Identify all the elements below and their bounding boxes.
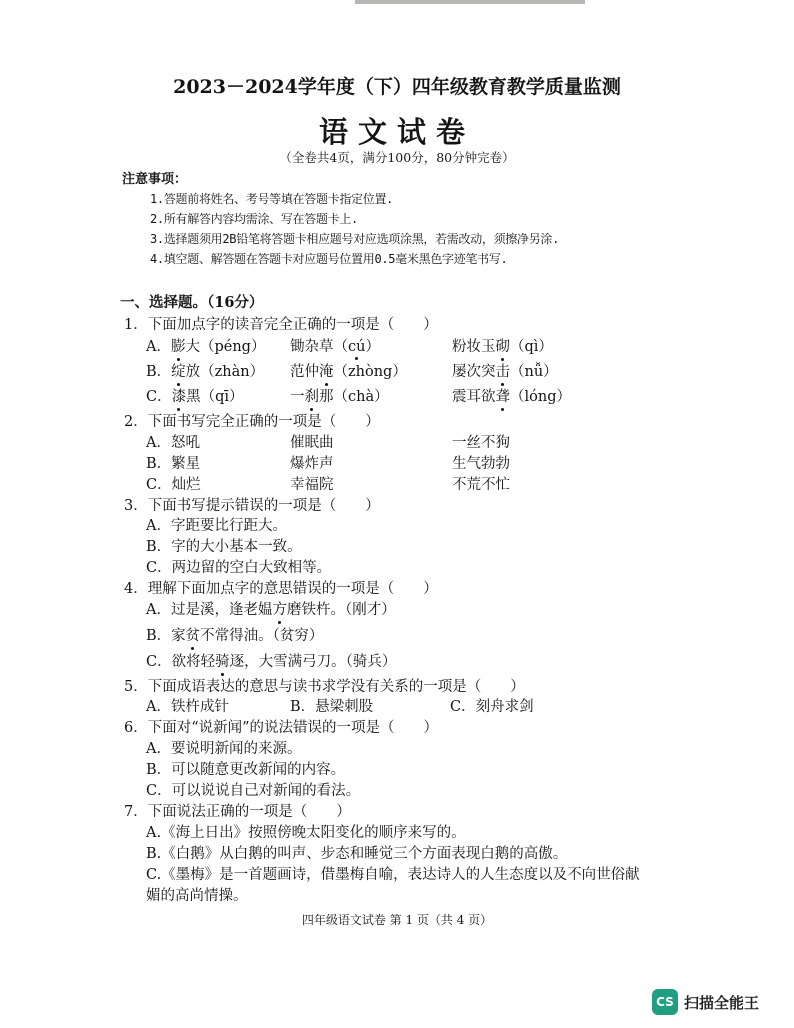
section-1-title: 一、选择题。（16分） [120,294,264,311]
q3-option-c: C．两边留的空白大致相等。 [146,560,332,576]
q2-option-c-word2: 幸福院 [290,477,334,493]
q1-option-b-word1: B．绽放（zhàn） [146,360,264,381]
exam-header-title: 2023－2024学年度（下）四年级教育教学质量监测 [173,76,621,98]
emphasis-dot-char: 击 [496,360,511,381]
page-footer: 四年级语文试卷 第 1 页（共 4 页） [301,913,493,927]
q2-option-c-word3: 不荒不忙 [452,477,510,493]
emphasis-dot-char: 刹 [305,385,320,406]
emphasis-dot-char: 漆 [172,385,187,406]
q3-option-b: B．字的大小基本一致。 [146,539,302,555]
q6-option-a: A．要说明新闻的来源。 [146,741,302,757]
watermark-text: 扫描全能王 [684,993,760,1012]
emphasis-dot-char: 聋 [496,385,511,406]
note-item-2: 2.所有解答内容均需涂、写在答题卡上. [150,212,358,226]
question-6-stem: 6．下面对“说新闻”的说法错误的一项是（ ） [124,720,439,736]
q2-option-b-word2: 爆炸声 [290,456,334,472]
q5-option-b: B．悬梁刺股 [290,699,374,715]
question-3-stem: 3．下面书写提示错误的一项是（ ） [124,498,380,514]
scanner-watermark [652,989,759,1015]
emphasis-dot-char: 膨 [171,335,186,356]
q1-option-c-word3: 震耳欲聋（lóng） [452,385,571,406]
note-item-1: 1.答题前将姓名、考号等填在答题卡指定位置. [150,192,394,206]
q1-option-a-word1: A．膨大（péng） [146,335,265,356]
q2-option-b-word1: B．繁星 [146,456,201,472]
q4-option-a: A．过是溪，逢老媪方磨铁杵。（刚才） [146,598,396,619]
notes-heading: 注意事项： [122,172,188,187]
emphasis-dot-char: 淹 [319,360,334,381]
question-7-stem: 7．下面说法正确的一项是（ ） [124,804,351,820]
q7-option-b: B.《白鹅》从白鹅的叫声、步态和睡觉三个方面表现白鹅的高傲。 [146,846,568,862]
question-2-stem: 2．下面书写完全正确的一项是（ ） [124,414,380,430]
emphasis-dot-char: 砌 [496,335,511,356]
q2-option-a-word3: 一丝不狗 [452,435,510,451]
emphasis-dot-char: 贫 [186,624,201,645]
q4-option-b: B．家贫不常得油。（贫穷） [146,624,323,645]
q5-option-a: A．铁杵成针 [146,699,229,715]
q1-option-a-word3: 粉妆玉砌（qì） [452,335,553,356]
q4-option-c: C．欲将轻骑逐，大雪满弓刀。（骑兵） [146,650,396,671]
q7-option-c-continued: 媚的高尚情操。 [146,888,248,904]
q1-option-c-word2: 一刹那（chà） [290,385,389,406]
q7-option-c: C.《墨梅》是一首题画诗，借墨梅自喻，表达诗人的人生态度以及不向世俗献 [146,867,640,883]
note-item-3: 3.选择题须用2B铅笔将答题卡相应题号对应选项涂黑，若需改动，须擦净另涂. [150,232,560,246]
camscanner-logo-icon: CS [652,989,678,1015]
q2-option-a-word2: 催眠曲 [290,435,334,451]
q6-option-c: C．可以说说自己对新闻的看法。 [146,783,361,799]
emphasis-dot-char: 方 [272,598,287,619]
exam-subject-title: 语文试卷 [318,115,475,149]
q2-option-c-word1: C．灿烂 [146,477,201,493]
q1-option-b-word3: 屡次突击（nǚ） [452,360,558,381]
emphasis-dot-char: cú [348,339,366,355]
exam-subtitle: （全卷共4页，满分100分，80分钟完卷） [279,150,515,165]
q3-option-a: A．字距要比行距大。 [146,518,287,534]
q1-option-a-word2: 锄杂草（cú） [290,339,380,355]
q6-option-b: B．可以随意更改新闻的内容。 [146,762,346,778]
emphasis-dot-char: 绽 [171,360,186,381]
q2-option-a-word1: A．怒吼 [146,435,200,451]
emphasis-dot-char: 骑 [215,650,230,671]
question-1-stem: 1．下面加点字的读音完全正确的一项是（ ） [124,317,438,333]
question-5-stem: 5．下面成语表达的意思与读书求学没有关系的一项是（ ） [124,679,525,695]
note-item-4: 4.填空题、解答题在答题卡对应题号位置用0.5毫米黑色字迹笔书写. [150,252,508,266]
q1-option-b-word2: 范仲淹（zhòng） [290,360,407,381]
q2-option-b-word3: 生气勃勃 [452,456,510,472]
q7-option-a: A.《海上日出》按照傍晚太阳变化的顺序来写的。 [146,825,466,841]
scan-edge-mark [355,0,585,4]
q1-option-c-word1: C．漆黑（qī） [146,385,244,406]
q5-option-c: C．刻舟求剑 [450,699,534,715]
question-4-stem: 4．理解下面加点字的意思错误的一项是（ ） [124,581,438,597]
